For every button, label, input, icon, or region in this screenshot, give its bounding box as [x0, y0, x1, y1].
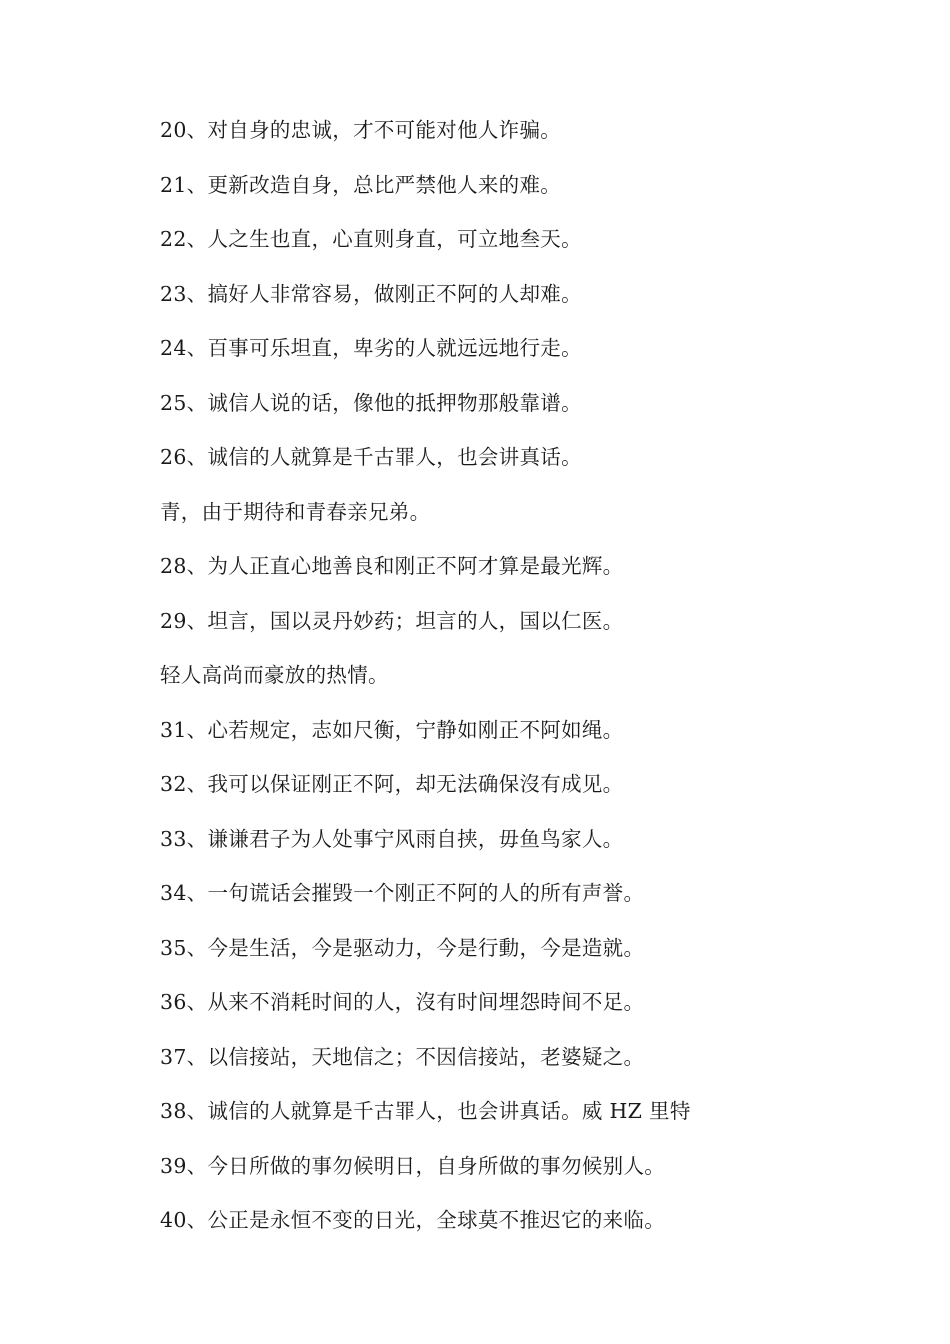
- quote-list: [160, 112, 880, 1257]
- quote-line: 26、诚信的人就算是千古罪人，也会讲真话。: [160, 445, 582, 469]
- quote-line: 37、以信接站，天地信之；不因信接站，老婆疑之。: [160, 1044, 645, 1069]
- quote-line: 青，由于期待和青春亲兄弟。: [160, 499, 431, 524]
- quote-line: 25、诚信人说的话，像他的抵押物那般靠谱。: [160, 390, 582, 415]
- quote-line: 34、一句谎话会摧毁一个刚正不阿的人的所有声誉。: [160, 881, 645, 905]
- quote-line: 33、谦谦君子为人处事宁风雨自挟，毋鱼鸟家人。: [160, 826, 624, 851]
- quote-line: 36、从来不消耗时间的人，沒有时间埋怨時间不足。: [160, 990, 645, 1014]
- quote-line: 23、搞好人非常容易，做刚正不阿的人却难。: [160, 281, 582, 306]
- quote-line: 31、心若规定，志如尺衡，宁静如刚正不阿如绳。: [160, 717, 624, 742]
- quote-line: 32、我可以保证刚正不阿，却无法确保沒有成见。: [160, 772, 624, 796]
- quote-line: 22、人之生也直，心直则身直，可立地叁天。: [160, 227, 582, 251]
- quote-line: 24、百事可乐坦直，卑劣的人就远远地行走。: [160, 336, 582, 360]
- quote-line: 28、为人正直心地善良和刚正不阿才算是最光辉。: [160, 554, 624, 578]
- quote-line: 21、更新改造自身，总比严禁他人来的难。: [160, 172, 562, 197]
- quote-line: 39、今日所做的事勿候明日，自身所做的事勿候别人。: [160, 1153, 666, 1178]
- quote-line: 轻人高尚而豪放的热情。: [160, 663, 389, 687]
- quote-line: 38、诚信的人就算是千古罪人，也会讲真话。威 HZ 里特: [160, 1099, 691, 1123]
- quote-line: 20、对自身的忠诚，才不可能对他人诈骗。: [160, 118, 562, 142]
- quote-line: 35、今是生活，今是驱动力，今是行動，今是造就。: [160, 935, 645, 960]
- quote-line: 40、公正是永恒不变的日光，全球莫不推迟它的来临。: [160, 1208, 666, 1232]
- quote-line: 29、坦言，国以灵丹妙药；坦言的人，国以仁医。: [160, 608, 624, 633]
